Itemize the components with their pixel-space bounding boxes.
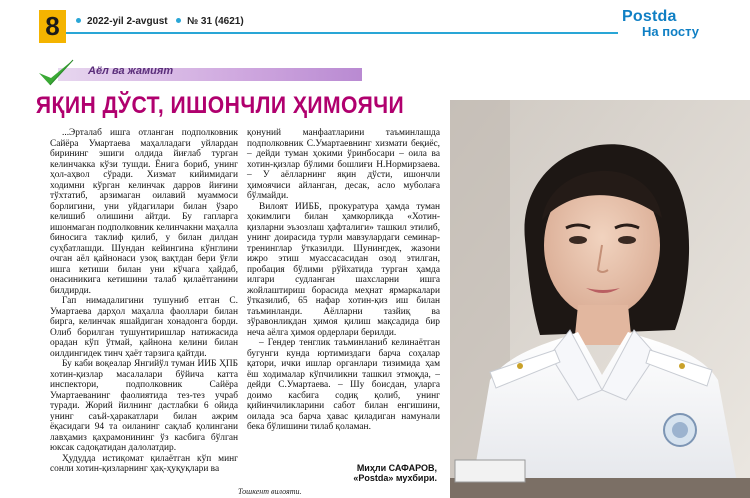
issue-info xyxy=(76,16,244,27)
issue-number: № 31 (4621) xyxy=(186,16,244,27)
paragraph: Вилоят ИИББ, прокуратура ҳамда туман ҳокимлиги билан ҳамкорликда «Хотин-қизларни эъзозлаш ҳафталиги» ташкил этилиб, унинг доирасида турли мавзулардаги семинар-тренинглар ўтказилди. Шунингдек, жазони ижро этиш муассасасидан озод этилган, пробация бўлими рўйхатида турган ҳамда илгари судланган шахсларни ишга жойлаштириш борасида меҳнат ярмаркалари ўтказилиб, 65 нафар хотин-қиз иш билан таъминланди. Аёлларни тазйиқ ва зўравонликдан ҳимоя қилиш мақсадида бир неча аёлга ҳимоя ордерлари берилди. xyxy=(247,201,440,338)
paragraph: – Гендер тенглик таъминланиб келинаётган бугунги кунда юртимиздаги барча соҳалар қатори, ички ишлар органлари тизимида ҳам ёш ходималар кўпчиликни ташкил этмоқда, – дейди С.Умартаева. – Шу боисдан, уларга доимо касбига содиқ қолиб, унинг қийинчиликларини сабот билан енгишини, оилада эса барча ҳавас қиладиган намунали бека бўлишини тилаб қоламан. xyxy=(247,338,440,432)
paragraph: қонуний манфаатларини таъминлашда подполковник С.Умартаевнинг хизмати беқиёс, – дейди туман ҳокими ўринбосари – оила ва хотин-қизлар бўлими бошлиғи Н.Нормирзаева. – У аёлларнинг яқин дўсти, ишончли ҳимоячиси айланган, десак, асло муболаға бўлмайди. xyxy=(247,128,440,201)
checkmark-icon xyxy=(36,58,76,88)
portrait-photo xyxy=(450,100,750,498)
logo-line-2: На посту xyxy=(642,24,700,39)
logo-line-1: Postda xyxy=(622,8,677,25)
page-header xyxy=(0,0,750,46)
author-signature xyxy=(247,463,437,483)
bullet-icon xyxy=(176,18,181,23)
paragraph: ...Эрталаб ишга отланган подполковник Сайёра Умартаева маҳалладаги уйлардан бирининг эшиги олдида йиғлаб турган келинчакка кўзи тушди. Ёнига бориб, унинг ҳол-аҳвол сўради. Хизмат кийимидаги ходимни кўрган келинчак дарров йиғини тўхтатиб, арзимаган оилавий муаммоси борлигини, уни уйдагилари билан ўзаро келишиб олишини айтди. Бу гапларга ишонмаган подполковник келинчакни маҳалла биносига таклиф қилиб, у билан дилдан суҳбатлашди. Шундан кейингина кўнглини очган аёл қайнонаси узоқ вақтдан бери ўғли ишга кетиши билан уни кўчага ҳайдаб, онасиникига кетишини талаб қилаётганини билдирди. xyxy=(50,128,238,296)
header-rule xyxy=(66,32,618,34)
section-rubric xyxy=(36,58,366,86)
newspaper-logo xyxy=(622,9,699,39)
author-name: Миҳли САФАРОВ, xyxy=(356,463,437,473)
officer-portrait-icon xyxy=(450,100,750,498)
author-role: «Postda» мухбири. xyxy=(353,473,437,483)
photo-credit: Тошкент вилояти. xyxy=(238,487,302,496)
paragraph: Ҳудудда истиқомат қилаётган кўп минг сонли хотин-қизларнинг ҳақ-ҳуқуқлари ва xyxy=(50,453,238,474)
paragraph: Бу каби воқеалар Янгийўл туман ИИБ ҲПБ хотин-қизлар масалалари бўйича катта инспектори, подполковник Сайёра Умартаеванинг фаолиятида тез-тез учраб туради. Жорий йилнинг дастлабки 6 ойида унинг саъй-ҳаракатлари билан ажрим ёқасидаги 94 та оиланинг сақлаб қолингани лавҳамиз қаҳрамонининг ўз касбига бўлган юксак садоқатидан далолатдир. xyxy=(50,359,238,453)
rubric-label: Аёл ва жамият xyxy=(88,65,174,77)
bullet-icon xyxy=(76,18,81,23)
issue-date: 2022-yil 2-avgust xyxy=(87,16,168,27)
article-title: ЯҚИН ДЎСТ, ИШОНЧЛИ ҲИМОЯЧИ xyxy=(35,92,405,119)
page-number: 8 xyxy=(39,10,66,43)
article-column-2 xyxy=(247,128,440,433)
paragraph: Гап нимадалигини тушуниб етган С. Умартаева дарҳол маҳалла фаоллари билан бирга, келинчак яшайдиган хонадонга борди. Олиб борилган тушунтиришлар натижасида орадан кўп ўтмай, қайнона келини билан оилдингидек тинч ҳаёт тарзига қайтди. xyxy=(50,296,238,359)
article-column-1 xyxy=(50,128,238,475)
